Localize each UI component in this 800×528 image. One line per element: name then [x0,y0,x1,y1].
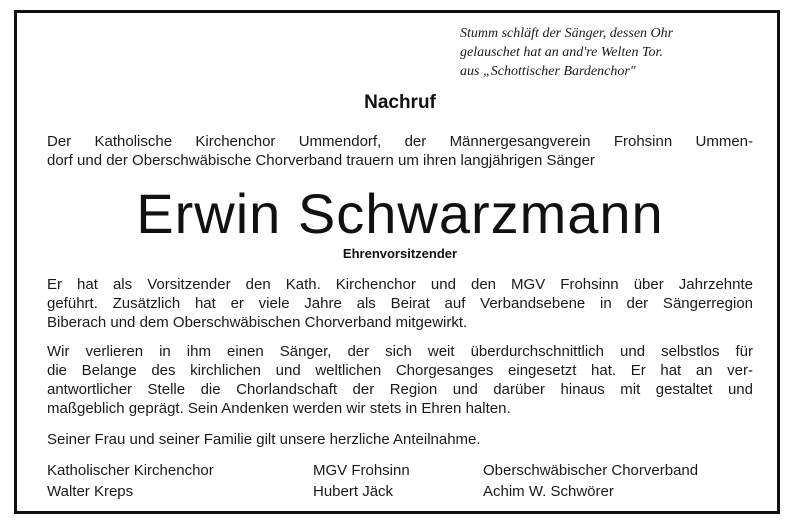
paragraph-line: Wir verlieren in ihm einen Sänger, der sich weit überdurchschnittlich und selbstlos für [47,343,753,360]
signatory-mgv [313,460,410,502]
signatory-organization: Oberschwäbischer Chorverband [483,462,699,479]
deceased-name: Erwin Schwarzmann [136,182,664,245]
signatory-chorverband [483,460,698,502]
signatory-organization: MGV Frohsinn [313,462,410,479]
signatory-organization: Katholischer Kirchenchor [47,462,214,479]
intro-line: Der Katholische Kirchenchor Ummendorf, der Männergesangverein Frohsinn Ummen- [47,133,753,150]
epigraph-source: aus „Schottischer Bardenchor" [460,64,636,79]
obituary-heading: Nachruf [364,92,436,113]
paragraph-line: Er hat als Vorsitzender den Kath. Kirchenchor und den MGV Frohsinn über Jahrzehnte [47,276,753,293]
epigraph-line: Stumm schläft der Sänger, dessen Ohr [460,26,674,41]
condolence-line [47,430,753,449]
signatory-person: Achim W. Schwörer [483,483,614,500]
paragraph-line: antwortlicher Stelle die Chorlandschaft der Region und darüber hinaus mit gestaltet und [47,381,753,398]
paragraph-tribute [47,342,753,418]
paragraph-line: geführt. Zusätzlich hat er viele Jahre als Beirat auf Verbandsebene in der Sängerregion [47,295,753,312]
paragraph-tenure [47,275,753,332]
intro-line: dorf und der Oberschwäbische Chorverband trauern um ihren langjährigen Sänger [47,152,595,169]
intro-paragraph [47,132,753,170]
signatory-person: Walter Kreps [47,483,134,500]
signatory-kirchenchor [47,460,214,502]
signatory-person: Hubert Jäck [313,483,394,500]
paragraph-line: maßgeblich geprägt. Sein Andenken werden wir stets in Ehren halten. [47,400,511,417]
epigraph-quote [460,24,780,81]
deceased-title: Ehrenvorsitzender [342,246,458,261]
condolence-text: Seiner Frau und seiner Familie gilt unsere herzliche Anteilnahme. [47,431,481,448]
paragraph-line: Biberach und dem Oberschwäbischen Chorverband mitgewirkt. [47,314,468,331]
epigraph-line: gelauschet hat an and're Welten Tor. [460,45,663,60]
paragraph-line: die Belange des kirchlichen und weltlichen Chorgesanges eingesetzt hat. Er hat an ver- [47,362,753,379]
